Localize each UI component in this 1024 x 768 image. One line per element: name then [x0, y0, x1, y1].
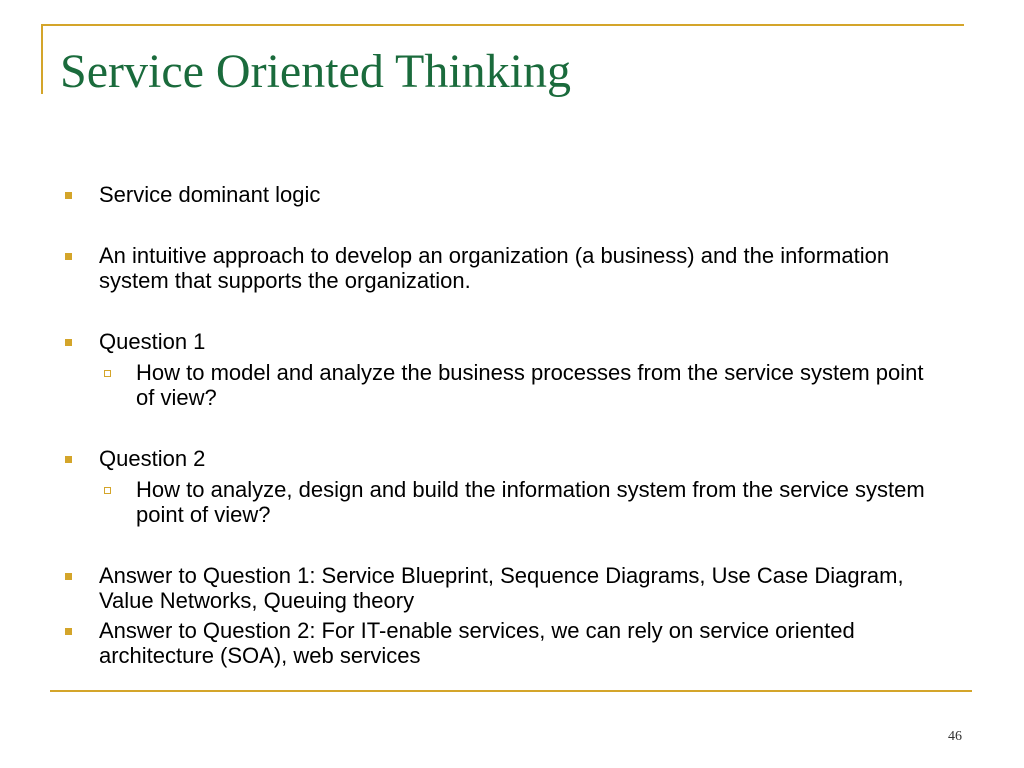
left-border-line [41, 24, 43, 94]
list-item [62, 182, 942, 207]
bullet-text: An intuitive approach to develop an organization (a business) and the information system that supports the organization. [99, 243, 890, 293]
list-item [62, 243, 942, 293]
slide-title: Service Oriented Thinking [60, 45, 571, 98]
bottom-divider [50, 690, 972, 692]
bullet-text: Question 1 [99, 329, 206, 354]
top-border-line [41, 24, 964, 26]
square-bullet-icon [65, 628, 72, 635]
list-item [62, 563, 942, 613]
sub-bullet-text: How to analyze, design and build the information system from the service system point of view? [136, 477, 925, 527]
square-bullet-icon [65, 456, 72, 463]
list-item [62, 618, 942, 668]
square-bullet-icon [65, 192, 72, 199]
square-bullet-icon [65, 573, 72, 580]
hollow-square-bullet-icon [104, 370, 111, 377]
square-bullet-icon [65, 339, 72, 346]
sub-bullet-text: How to model and analyze the business processes from the service system point of view? [136, 360, 924, 410]
bullet-text: Question 2 [99, 446, 206, 471]
bullet-list [62, 182, 942, 668]
page-number: 46 [948, 729, 962, 744]
square-bullet-icon [65, 253, 72, 260]
list-item [62, 329, 942, 354]
bullet-text: Answer to Question 1: Service Blueprint, Sequence Diagrams, Use Case Diagram, Value Networks, Queuing theory [99, 563, 904, 613]
bullet-text: Answer to Question 2: For IT-enable services, we can rely on service oriented architecture (SOA), web services [99, 618, 855, 668]
list-item [62, 446, 942, 471]
sub-list-item [62, 360, 942, 410]
bullet-text: Service dominant logic [99, 182, 321, 207]
sub-list-item [62, 477, 942, 527]
hollow-square-bullet-icon [104, 487, 111, 494]
